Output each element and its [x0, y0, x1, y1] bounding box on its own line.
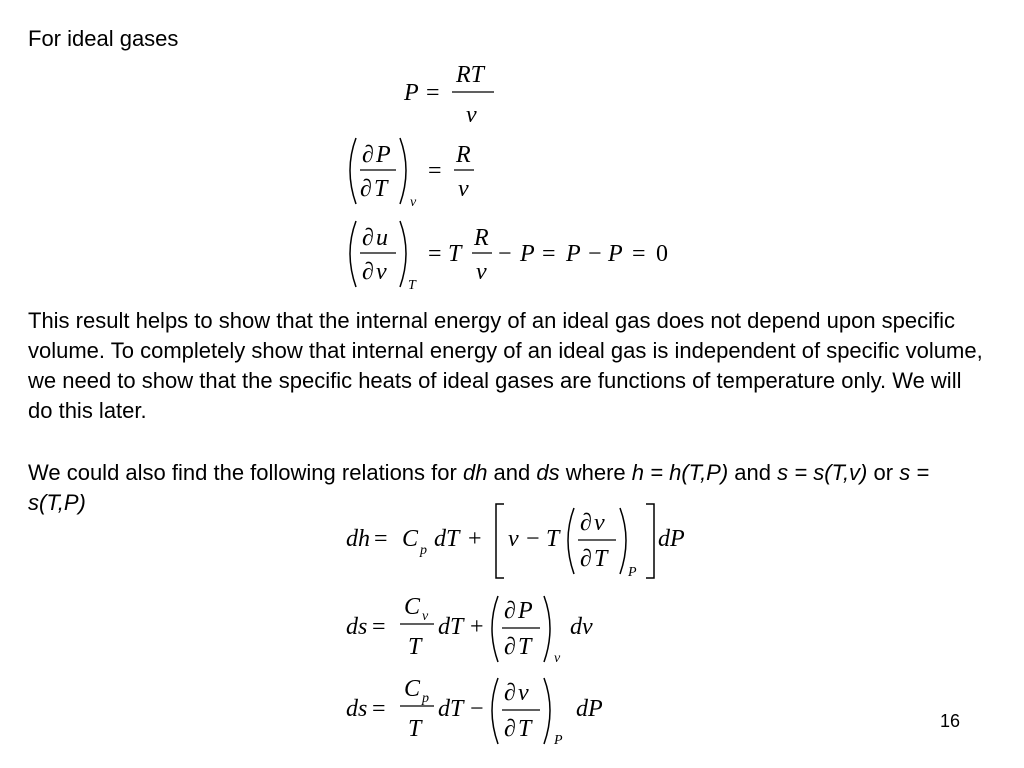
svg-text:T: T — [594, 546, 608, 572]
svg-text:ds: ds — [346, 696, 368, 722]
svg-text:dP: dP — [576, 696, 603, 722]
svg-text:−: − — [526, 526, 540, 552]
svg-text:v: v — [518, 680, 529, 706]
svg-text:=: = — [374, 526, 388, 552]
svg-text:dh: dh — [346, 526, 370, 552]
equation-ideal-gas-law — [400, 60, 510, 130]
svg-text:v: v — [422, 609, 429, 624]
svg-text:∂: ∂ — [362, 259, 374, 285]
svg-text:∂: ∂ — [362, 142, 374, 168]
svg-text:−: − — [498, 241, 512, 267]
svg-text:∂: ∂ — [360, 176, 372, 202]
svg-text:dT: dT — [434, 526, 460, 552]
svg-text:C: C — [402, 526, 419, 552]
svg-text:∂: ∂ — [362, 225, 374, 251]
svg-text:T: T — [408, 716, 422, 742]
svg-text:=: = — [632, 241, 646, 267]
svg-text:=: = — [426, 80, 440, 106]
svg-text:−: − — [470, 696, 484, 722]
svg-text:=: = — [372, 696, 386, 722]
svg-text:∂: ∂ — [580, 510, 592, 536]
svg-text:T: T — [448, 241, 462, 267]
equation-ds-cv — [344, 590, 624, 670]
svg-text:+: + — [468, 526, 482, 552]
equation-du-dv — [344, 215, 684, 295]
svg-text:RT: RT — [456, 62, 485, 88]
svg-text:∂: ∂ — [580, 546, 592, 572]
heading: For ideal gases — [28, 26, 179, 51]
svg-text:∂: ∂ — [504, 680, 516, 706]
svg-text:T: T — [374, 176, 388, 202]
svg-text:dP: dP — [658, 526, 685, 552]
svg-text:v: v — [594, 510, 605, 536]
svg-text:v: v — [466, 102, 477, 128]
svg-text:−: − — [588, 241, 602, 267]
svg-text:=: = — [428, 241, 442, 267]
svg-text:C: C — [404, 594, 421, 620]
svg-text:P: P — [520, 241, 535, 267]
svg-text:ds: ds — [346, 614, 368, 640]
svg-text:∂: ∂ — [504, 634, 516, 660]
svg-text:∂: ∂ — [504, 598, 516, 624]
svg-text:v: v — [476, 259, 487, 285]
svg-text:u: u — [376, 225, 388, 251]
svg-text:=: = — [428, 158, 442, 184]
svg-text:0: 0 — [656, 241, 668, 267]
svg-text:p: p — [422, 691, 429, 706]
svg-text:P: P — [566, 241, 581, 267]
svg-text:T: T — [546, 526, 560, 552]
svg-text:P: P — [404, 80, 419, 106]
equation-dh — [344, 500, 704, 584]
svg-text:=: = — [372, 614, 386, 640]
equation-ds-cp — [344, 672, 634, 752]
svg-text:P: P — [628, 565, 637, 580]
svg-text:T: T — [408, 634, 422, 660]
svg-text:v: v — [458, 176, 469, 202]
svg-text:T: T — [518, 634, 532, 660]
paragraph-relations: We could also find the following relations for dh and ds where h = h(T,P) and s = s(T,v) or s = s(T,P) — [28, 460, 930, 515]
svg-text:v: v — [554, 651, 561, 666]
svg-text:v: v — [508, 526, 519, 552]
svg-text:+: + — [470, 614, 484, 640]
svg-text:p: p — [420, 543, 427, 558]
svg-text:C: C — [404, 676, 421, 702]
svg-text:P: P — [608, 241, 623, 267]
svg-text:v: v — [376, 259, 387, 285]
svg-text:T: T — [518, 716, 532, 742]
paragraph-internal-energy: This result helps to show that the internal energy of an ideal gas does not depend upon specific volume. To completely show that internal energy of an ideal gas is independent of specific volume, we need to show that the specific heats of ideal gases are functions of temperature only. We will do this later. — [28, 308, 983, 423]
svg-text:R: R — [474, 225, 489, 251]
svg-text:T: T — [408, 278, 416, 293]
svg-text:v: v — [410, 195, 417, 210]
svg-text:P: P — [376, 142, 391, 168]
svg-text:dT: dT — [438, 614, 464, 640]
svg-text:P: P — [518, 598, 533, 624]
page-number: 16 — [940, 711, 961, 731]
svg-text:dT: dT — [438, 696, 464, 722]
equation-dp-dt — [344, 132, 484, 212]
svg-text:=: = — [542, 241, 556, 267]
svg-text:dv: dv — [570, 614, 593, 640]
svg-text:R: R — [456, 142, 471, 168]
svg-text:P: P — [554, 733, 563, 748]
svg-text:∂: ∂ — [504, 716, 516, 742]
